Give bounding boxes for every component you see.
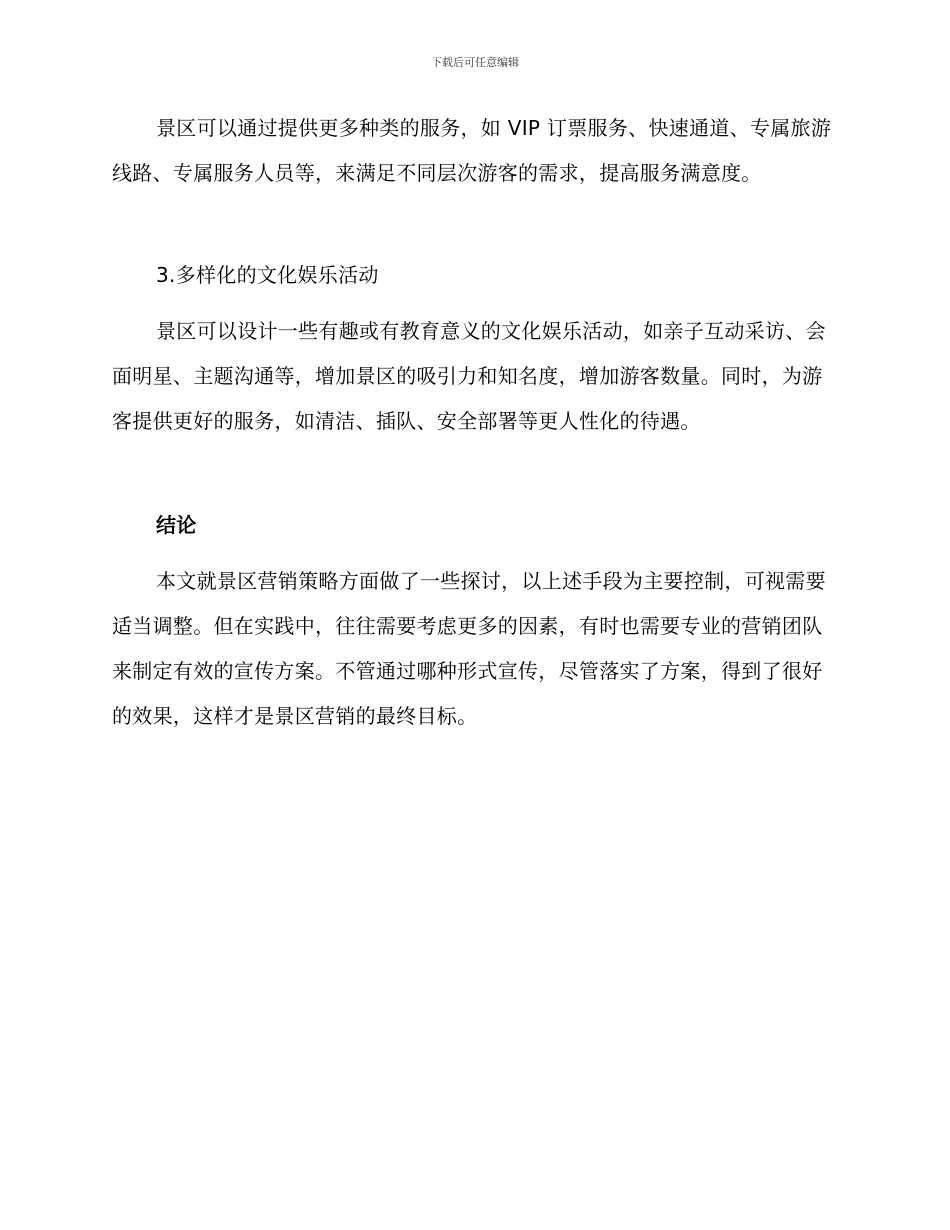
paragraph-services: 景区可以通过提供更多种类的服务，如 VIP 订票服务、快速通道、专属旅游线路、专属服务人员等，来满足不同层次游客的需求，提高服务满意度。	[112, 116, 832, 185]
page-header: 下载后可任意编辑	[431, 56, 519, 69]
paragraph-conclusion: 本文就景区营销策略方面做了一些探讨，以上述手段为主要控制，可视需要适当调整。但在实践中，往往需要考虑更多的因素，有时也需要专业的营销团队来制定有效的宣传方案。不管通过哪种形式宣传，尽管落实了方案，得到了很好的效果，这样才是景区营销的最终目标。	[112, 569, 826, 728]
section-heading-activities: 3.多样化的文化娱乐活动	[156, 263, 379, 287]
paragraph-activities: 景区可以设计一些有趣或有教育意义的文化娱乐活动，如亲子互动采访、会面明星、主题沟通等，增加景区的吸引力和知名度，增加游客数量。同时，为游客提供更好的服务，如清洁、插队、安全部署等更人性化的待遇。	[112, 319, 826, 433]
section-heading-conclusion: 结论	[156, 513, 197, 537]
